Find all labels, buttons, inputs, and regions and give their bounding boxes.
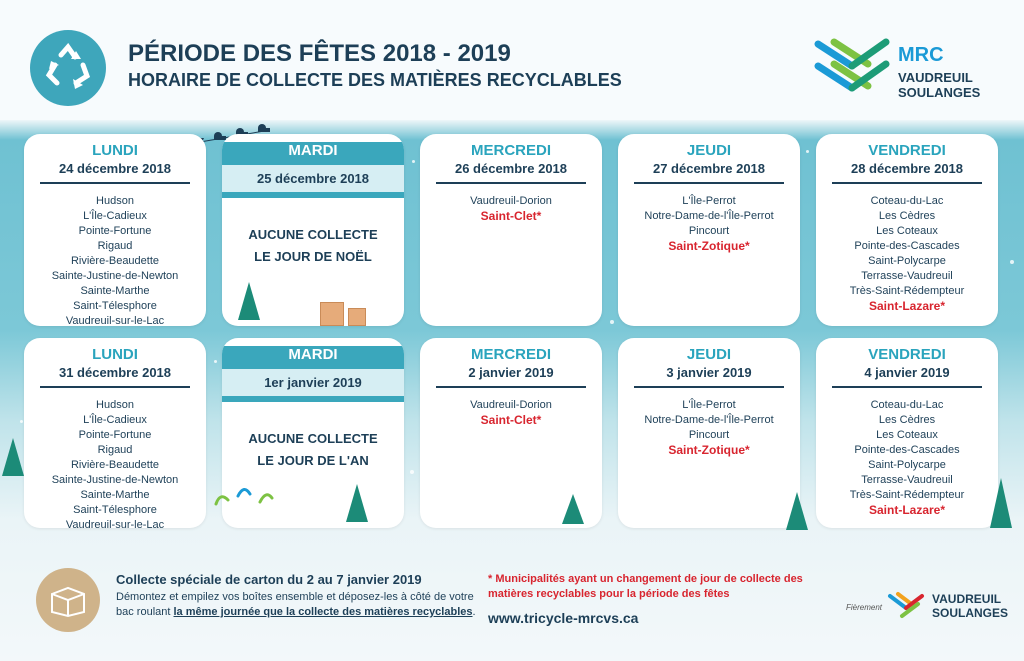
day-name: MARDI — [288, 142, 338, 159]
list-item: Saint-Télesphore — [73, 504, 157, 516]
day-name: LUNDI — [92, 346, 138, 363]
day-name: JEUDI — [686, 142, 732, 159]
list-item: Très-Saint-Rédempteur — [849, 285, 965, 297]
changed-municipality: Saint-Lazare* — [868, 503, 946, 517]
list-item: Hudson — [96, 195, 134, 207]
website-link[interactable]: www.tricycle-mrcvs.ca — [488, 610, 639, 626]
list-item: Vaudreuil-Dorion — [470, 399, 552, 411]
municipality-list — [618, 398, 800, 458]
day-date: 24 décembre 2018 — [40, 161, 190, 184]
tree-icon — [786, 492, 808, 530]
list-item: Les Coteaux — [876, 429, 938, 441]
day-date: 1er janvier 2019 — [222, 369, 404, 396]
day-name: VENDREDI — [868, 346, 946, 363]
list-item: Les Cèdres — [878, 210, 936, 222]
recycle-icon — [30, 30, 106, 106]
list-item: L'Île-Perrot — [682, 195, 736, 207]
list-item: Coteau-du-Lac — [870, 399, 944, 411]
vs-line2: SOULANGES — [932, 606, 1009, 620]
list-item: Coteau-du-Lac — [870, 195, 944, 207]
changed-municipality: Saint-Clet* — [480, 209, 542, 223]
page-title: PÉRIODE DES FÊTES 2018 - 2019 — [128, 40, 511, 67]
municipality-list — [420, 398, 602, 428]
day-date: 31 décembre 2018 — [40, 365, 190, 388]
list-item: Pincourt — [688, 429, 730, 441]
header — [0, 0, 1024, 120]
gift-icon — [320, 302, 344, 326]
day-date: 2 janvier 2019 — [436, 365, 586, 388]
day-date: 4 janvier 2019 — [832, 365, 982, 388]
day-card — [24, 134, 206, 326]
list-item: Pincourt — [688, 225, 730, 237]
list-item: Saint-Télesphore — [73, 300, 157, 312]
gift-icon — [348, 308, 366, 326]
day-card — [618, 338, 800, 528]
list-item: Pointe-Fortune — [78, 225, 152, 237]
municipality-list — [816, 398, 998, 518]
day-name: LUNDI — [92, 142, 138, 159]
asterisk-note: * Municipalités ayant un changement de jour de collecte des matières recyclables pour la période des fêtes — [488, 573, 803, 600]
day-date: 3 janvier 2019 — [634, 365, 784, 388]
day-name: MERCREDI — [470, 142, 551, 159]
box-icon — [36, 568, 100, 632]
list-item: Terrasse-Vaudreuil — [861, 270, 953, 282]
list-item: Pointe-des-Cascades — [854, 444, 960, 456]
list-item: Sainte-Marthe — [80, 285, 150, 297]
list-item: Pointe-Fortune — [78, 429, 152, 441]
list-item: Sainte-Justine-de-Newton — [51, 474, 179, 486]
day-name: VENDREDI — [868, 142, 946, 159]
list-item: Vaudreuil-sur-le-Lac — [65, 519, 165, 528]
list-item: Terrasse-Vaudreuil — [861, 474, 953, 486]
municipality-list — [816, 194, 998, 314]
day-card — [816, 134, 998, 326]
vs-line1: VAUDREUIL — [932, 592, 1002, 606]
changed-municipality: Saint-Zotique* — [668, 443, 750, 457]
list-item: Vaudreuil-Dorion — [470, 195, 552, 207]
list-item: Pointe-des-Cascades — [854, 240, 960, 252]
day-date: 28 décembre 2018 — [832, 161, 982, 184]
tree-icon — [562, 494, 584, 524]
municipality-list — [618, 194, 800, 254]
day-name: JEUDI — [686, 346, 732, 363]
list-item: Les Cèdres — [878, 414, 936, 426]
list-item: Sainte-Marthe — [80, 489, 150, 501]
changed-municipality: Saint-Clet* — [480, 413, 542, 427]
day-card — [420, 134, 602, 326]
mrc-line2: SOULANGES — [898, 85, 981, 100]
day-date: 26 décembre 2018 — [436, 161, 586, 184]
municipality-list — [24, 398, 206, 528]
day-date: 25 décembre 2018 — [222, 165, 404, 192]
list-item: Les Coteaux — [876, 225, 938, 237]
list-item: L'Île-Cadieux — [83, 210, 147, 222]
page-subtitle: HORAIRE DE COLLECTE DES MATIÈRES RECYCLABLES — [128, 70, 622, 90]
no-collection-notice: AUCUNE COLLECTE LE JOUR DE L'AN — [248, 431, 378, 468]
tree-icon — [346, 484, 368, 522]
list-item: L'Île-Perrot — [682, 399, 736, 411]
mrc-line1: VAUDREUIL — [898, 70, 973, 85]
carton-instructions: Démontez et empilez vos boîtes ensemble et déposez-les à côté de votre bac roulant la même journée que la collecte des matières recyclables. — [116, 591, 476, 618]
list-item: Saint-Polycarpe — [868, 255, 946, 267]
list-item: Rigaud — [97, 240, 133, 252]
day-name: MARDI — [288, 346, 338, 363]
municipality-list — [24, 194, 206, 326]
day-card — [24, 338, 206, 528]
tree-icon — [238, 282, 260, 320]
municipality-list — [420, 194, 602, 224]
no-collection-notice: AUCUNE COLLECTE LE JOUR DE NOËL — [248, 227, 378, 264]
list-item: Sainte-Justine-de-Newton — [51, 270, 179, 282]
list-item: Hudson — [96, 399, 134, 411]
carton-title: Collecte spéciale de carton du 2 au 7 janvier 2019 — [116, 572, 422, 587]
day-card — [618, 134, 800, 326]
list-item: Très-Saint-Rédempteur — [849, 489, 965, 501]
list-item: Rivière-Beaudette — [70, 255, 160, 267]
day-date: 27 décembre 2018 — [634, 161, 784, 184]
changed-municipality: Saint-Lazare* — [868, 299, 946, 313]
list-item: Saint-Polycarpe — [868, 459, 946, 471]
carton-emphasis: la même journée que la collecte des matières recyclables — [173, 606, 473, 618]
list-item: Rivière-Beaudette — [70, 459, 160, 471]
list-item: Vaudreuil-sur-le-Lac — [65, 315, 165, 326]
list-item: Rigaud — [97, 444, 133, 456]
day-name: MERCREDI — [470, 346, 551, 363]
list-item: L'Île-Cadieux — [83, 414, 147, 426]
list-item: Notre-Dame-de-l'Île-Perrot — [644, 414, 774, 426]
vs-tagline: Fièrement — [846, 603, 883, 612]
mrc-brand: MRC — [898, 44, 944, 66]
changed-municipality: Saint-Zotique* — [668, 239, 750, 253]
tree-icon — [990, 478, 1012, 528]
day-card — [816, 338, 998, 528]
list-item: Notre-Dame-de-l'Île-Perrot — [644, 210, 774, 222]
confetti-icon — [210, 474, 290, 510]
tree-icon — [2, 438, 24, 476]
